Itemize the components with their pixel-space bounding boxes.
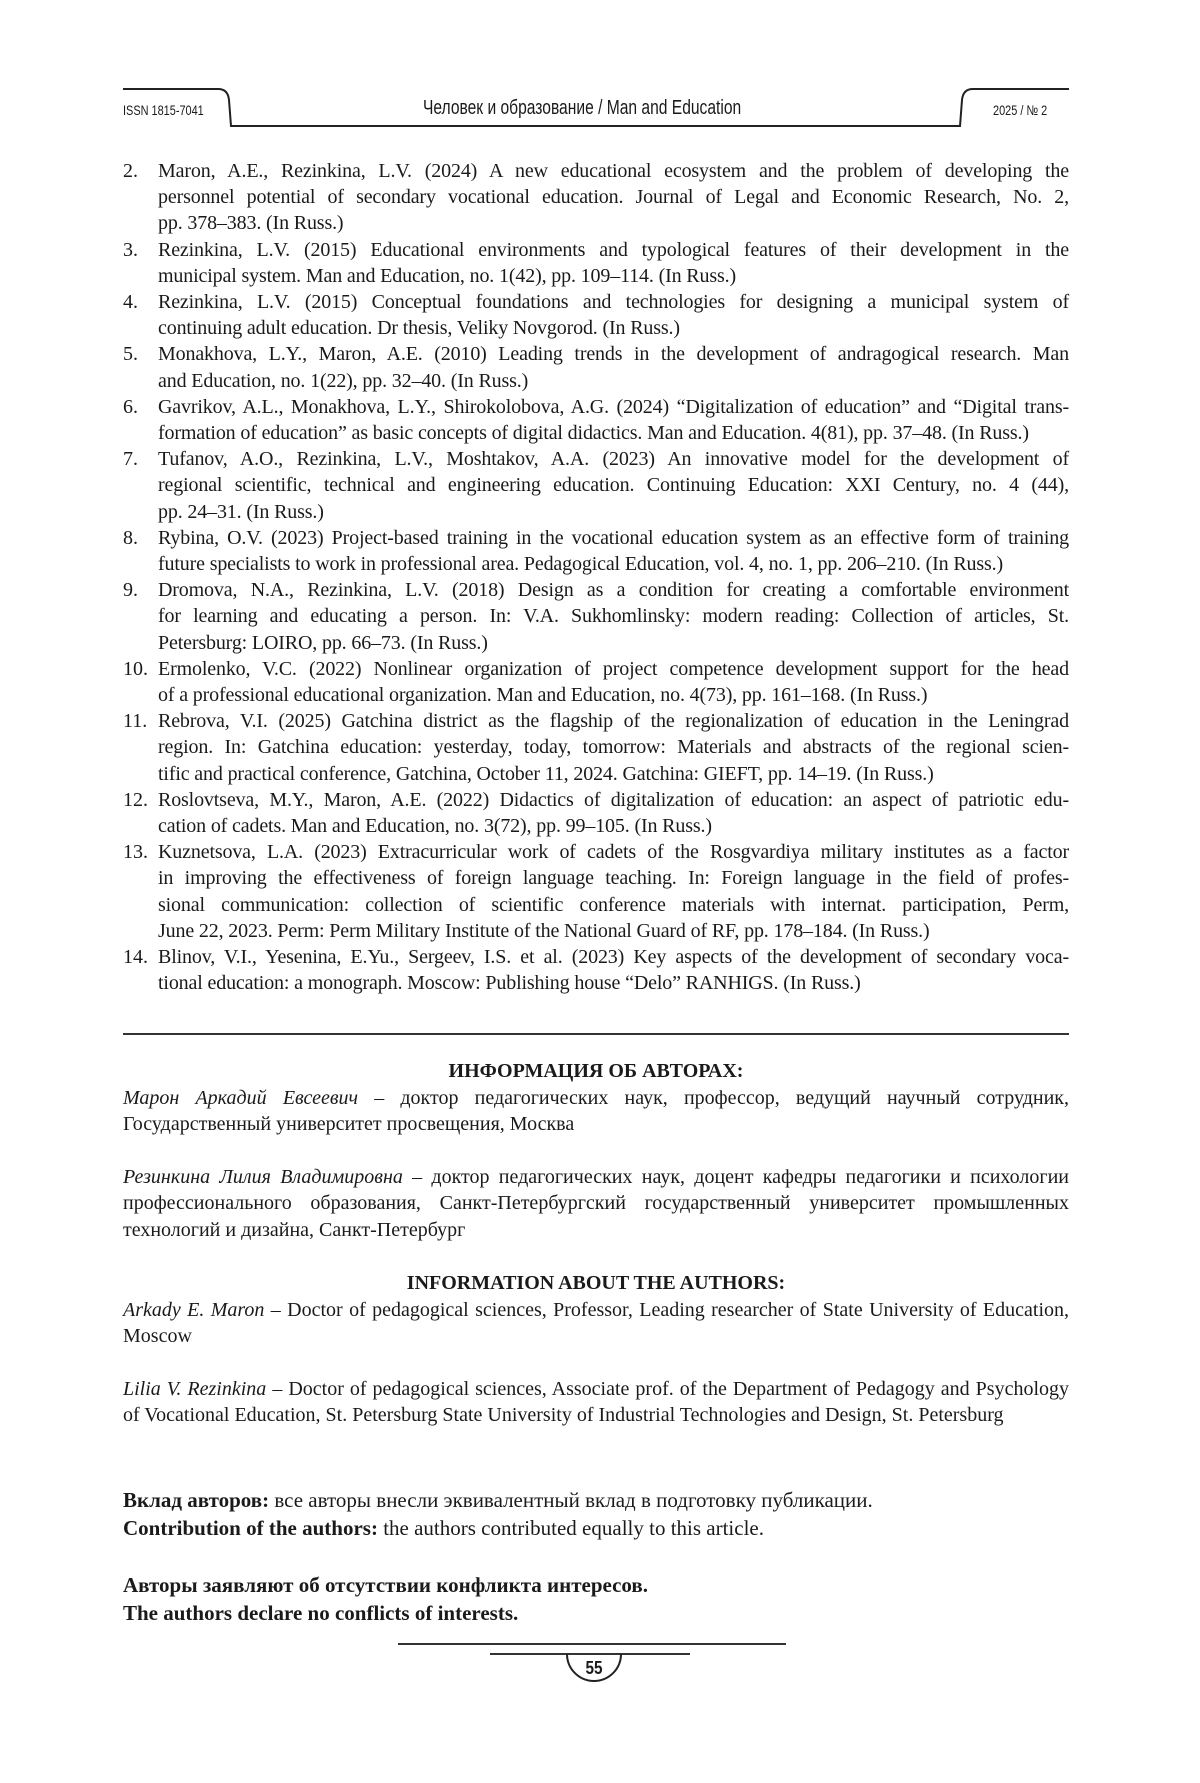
reference-item xyxy=(123,341,1069,393)
footer-line xyxy=(398,1643,786,1645)
reference-line: for learning and educating a person. In: V.A. Sukhomlinsky: modern reading: Collection of articles, St. xyxy=(158,605,1069,628)
reference-line: Gavrikov, A.L., Monakhova, L.Y., Shirokolobova, A.G. (2024) “Digitalization of education” and “Digital trans- xyxy=(158,395,1069,418)
reference-number: 11. xyxy=(123,710,148,733)
reference-line: personnel potential of secondary vocational education. Journal of Legal and Economic Research, No. 2, xyxy=(158,186,1069,209)
author-name: Lilia V. Rezinkina xyxy=(123,1377,267,1400)
reference-line: pp. 378–383. (In Russ.) xyxy=(158,212,344,235)
conflict-en: The authors declare no conflicts of interests. xyxy=(123,1601,519,1625)
reference-item xyxy=(123,158,1069,237)
reference-line: June 22, 2023. Perm: Perm Military Institute of the National Guard of RF, pp. 178–184. (In Russ.) xyxy=(158,919,930,942)
author-name: Arkady E. Maron xyxy=(123,1298,265,1321)
reference-line: Rybina, O.V. (2023) Project-based training in the vocational education system as an effective form of training xyxy=(158,526,1069,549)
reference-line: region. In: Gatchina education: yesterday, today, tomorrow: Materials and abstracts of the regional scien- xyxy=(158,736,1069,759)
journal-title: Человек и образование / Man and Education xyxy=(423,97,742,119)
contribution-label-ru: Вклад авторов: xyxy=(123,1488,270,1512)
page-number-badge xyxy=(561,1648,627,1688)
authors-heading-ru: ИНФОРМАЦИЯ ОБ АВТОРАХ: xyxy=(448,1060,744,1082)
reference-line: tional education: a monograph. Moscow: Publishing house “Delo” RANHIGS. (In Russ.) xyxy=(158,972,861,995)
reference-item xyxy=(123,708,1069,787)
page-number: 55 xyxy=(585,1658,603,1678)
running-header xyxy=(123,86,1069,128)
reference-line: cation of cadets. Man and Education, no. 3(72), pp. 99–105. (In Russ.) xyxy=(158,815,712,838)
author-entry xyxy=(123,1376,1069,1429)
conflict-statement xyxy=(123,1571,1069,1627)
reference-item xyxy=(123,944,1069,996)
author-name: Резинкина Лилия Владимировна xyxy=(123,1165,403,1188)
reference-line: formation of education” as basic concepts of digital didactics. Man and Education. 4(81), pp. 37–48. (In Russ.) xyxy=(158,422,1029,445)
reference-item xyxy=(123,394,1069,446)
reference-line: Petersburg: LOIRO, pp. 66–73. (In Russ.) xyxy=(158,631,488,654)
reference-line: municipal system. Man and Education, no. 1(42), pp. 109–114. (In Russ.) xyxy=(158,264,736,287)
author-description: – Doctor of pedagogical sciences, Professor, Leading researcher of State University of Education, Moscow xyxy=(123,1298,1069,1347)
reference-line: Roslovtseva, M.Y., Maron, A.E. (2022) Didactics of digitalization of education: an aspect of patriotic edu- xyxy=(158,788,1069,811)
reference-item xyxy=(123,446,1069,525)
issn: ISSN 1815-7041 xyxy=(123,102,204,118)
author-entry xyxy=(123,1164,1069,1244)
reference-line: tific and practical conference, Gatchina, October 11, 2024. Gatchina: GIEFT, pp. 14–19. (In Russ.) xyxy=(158,762,934,785)
author-entry xyxy=(123,1297,1069,1350)
reference-item xyxy=(123,787,1069,839)
reference-number: 6. xyxy=(123,395,138,418)
reference-number: 2. xyxy=(123,160,138,182)
conflict-ru: Авторы заявляют об отсутствии конфликта интересов. xyxy=(123,1573,648,1597)
contribution-statement xyxy=(123,1486,1069,1542)
issue-number: 2025 / № 2 xyxy=(993,102,1048,118)
reference-line: and Education, no. 1(22), pp. 32–40. (In Russ.) xyxy=(158,369,529,392)
reference-line: pp. 24–31. (In Russ.) xyxy=(158,500,324,523)
reference-line: Rezinkina, L.V. (2015) Educational environments and typological features of their development in the xyxy=(158,238,1069,261)
author-entry xyxy=(123,1085,1069,1138)
reference-list xyxy=(123,158,1069,997)
contribution-label-en: Contribution of the authors: xyxy=(123,1516,378,1540)
reference-line: Rebrova, V.I. (2025) Gatchina district as the flagship of the regionalization of education in the Leningrad xyxy=(158,710,1069,733)
reference-number: 10. xyxy=(123,657,148,680)
reference-number: 5. xyxy=(123,343,138,366)
authors-heading-en: INFORMATION ABOUT THE AUTHORS: xyxy=(406,1272,786,1294)
reference-item xyxy=(123,237,1069,289)
reference-number: 3. xyxy=(123,238,138,261)
reference-number: 14. xyxy=(123,946,148,969)
reference-line: of a professional educational organization. Man and Education, no. 4(73), pp. 161–168. (In Russ.) xyxy=(158,684,928,707)
reference-number: 4. xyxy=(123,291,138,314)
author-description: – доктор педагогических наук, доцент кафедры педагогики и психологии профессионального образования, Санкт-Петербургский государственный университет промышленных технологий и дизайна, Санкт-Петербург xyxy=(123,1165,1069,1241)
reference-number: 12. xyxy=(123,788,148,811)
reference-number: 7. xyxy=(123,448,138,471)
contribution-text-en: the authors contributed equally to this article. xyxy=(377,1516,764,1540)
reference-number: 8. xyxy=(123,526,138,549)
author-name: Марон Аркадий Евсеевич xyxy=(123,1086,359,1109)
reference-line: Kuznetsova, L.A. (2023) Extracurricular work of cadets of the Rosgvardiya military institutes as a factor xyxy=(158,841,1069,864)
reference-item xyxy=(123,839,1069,944)
reference-item xyxy=(123,525,1069,577)
reference-line: continuing adult education. Dr thesis, Veliky Novgorod. (In Russ.) xyxy=(158,317,680,340)
author-description: – доктор педагогических наук, профессор, ведущий научный сотрудник, Государственный университет просвещения, Москва xyxy=(123,1086,1069,1135)
reference-line: Tufanov, A.O., Rezinkina, L.V., Moshtakov, A.A. (2023) An innovative model for the development of xyxy=(158,448,1069,471)
reference-line: regional scientific, technical and engineering education. Continuing Education: XXI Century, no. 4 (44), xyxy=(158,474,1069,497)
author-description: – Doctor of pedagogical sciences, Associate prof. of the Department of Pedagogy and Psychology of Vocational Education, St. Petersburg State University of Industrial Technologies and Design, St. Petersburg xyxy=(123,1377,1069,1426)
authors-info-en xyxy=(123,1270,1069,1429)
reference-number: 9. xyxy=(123,579,138,602)
authors-info-ru xyxy=(123,1058,1069,1243)
reference-line: future specialists to work in professional area. Pedagogical Education, vol. 4, no. 1, pp. 206–210. (In Russ.) xyxy=(158,553,1003,576)
reference-item xyxy=(123,656,1069,708)
reference-item xyxy=(123,289,1069,341)
section-divider xyxy=(123,1033,1069,1035)
reference-line: Dromova, N.A., Rezinkina, L.V. (2018) Design as a condition for creating a comfortable environment xyxy=(158,579,1069,602)
reference-line: Maron, A.E., Rezinkina, L.V. (2024) A new educational ecosystem and the problem of developing the xyxy=(158,160,1069,182)
contribution-text-ru: все авторы внесли эквивалентный вклад в подготовку публикации. xyxy=(269,1488,873,1512)
reference-line: Rezinkina, L.V. (2015) Conceptual foundations and technologies for designing a municipal system of xyxy=(158,291,1069,314)
reference-item xyxy=(123,577,1069,656)
reference-number: 13. xyxy=(123,841,148,864)
reference-line: in improving the effectiveness of foreign language teaching. In: Foreign language in the field of profes- xyxy=(158,867,1069,890)
reference-line: Blinov, V.I., Yesenina, E.Yu., Sergeev, I.S. et al. (2023) Key aspects of the development of secondary voca- xyxy=(158,946,1069,969)
reference-line: Monakhova, L.Y., Maron, A.E. (2010) Leading trends in the development of andragogical research. Man xyxy=(158,343,1069,366)
reference-line: Ermolenko, V.C. (2022) Nonlinear organization of project competence development support for the head xyxy=(158,657,1069,680)
reference-line: sional communication: collection of scientific conference materials with internat. participation, Perm, xyxy=(158,893,1069,916)
